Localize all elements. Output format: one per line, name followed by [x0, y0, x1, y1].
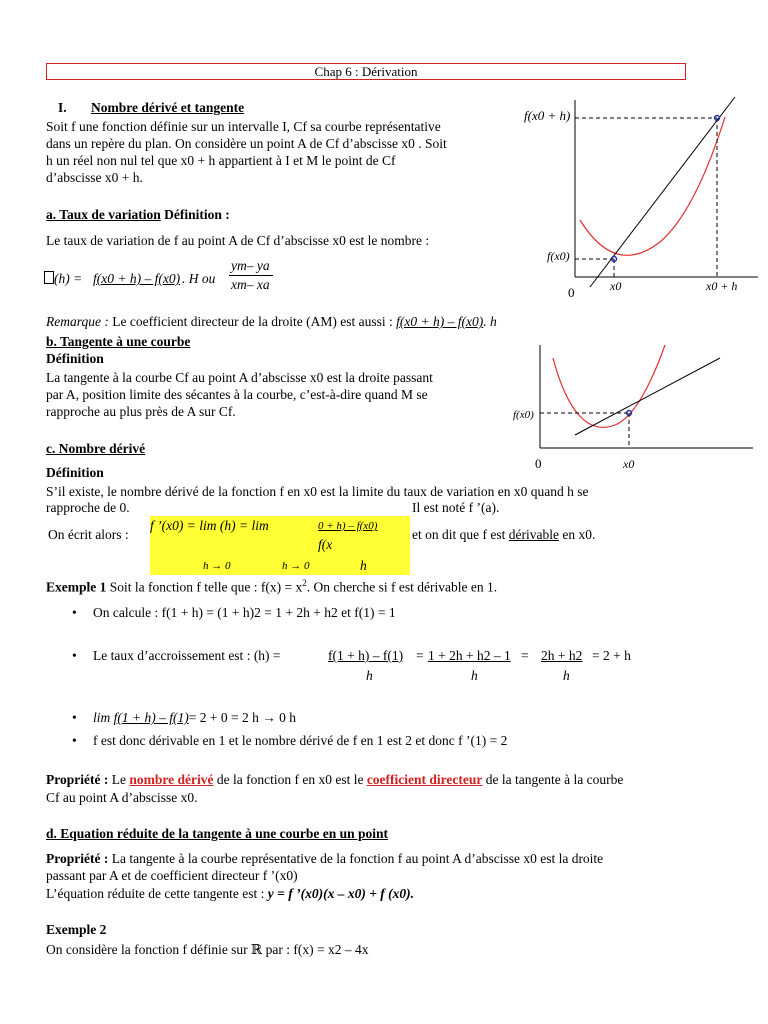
- label-x0: x0: [610, 279, 622, 293]
- rate-eq-2: =: [521, 648, 529, 663]
- remark-line: [46, 314, 497, 330]
- tangent-equation: y = f ’(x0)(x – x0) + f (x0).: [267, 886, 415, 901]
- example1-bullet-3: [93, 710, 296, 726]
- limit-end: = 2 + 0 = 2 h → 0 h: [188, 710, 296, 725]
- rate-den-1: h: [366, 668, 373, 683]
- rate-frac-1: f(1 + h) – f(1): [328, 648, 404, 663]
- part-b-line-3: rapproche au plus près de A sur Cf.: [46, 404, 236, 419]
- property-1-red1: nombre dérivé: [129, 772, 214, 787]
- derivative-denominator: f(x: [318, 537, 333, 552]
- property-1-label: Propriété :: [46, 772, 109, 787]
- chapter-title: Chap 6 : Dérivation: [46, 63, 686, 80]
- part-a-heading: [46, 207, 230, 223]
- example2-label: Exemple 2: [46, 922, 107, 937]
- label-fx0: f(x0): [547, 249, 570, 263]
- label-x0-2: x0: [623, 457, 635, 471]
- rate-frac-2: 1 + 2h + h2 – 1: [428, 648, 511, 663]
- example1-bullet-2: [93, 648, 281, 664]
- rate-formula-lhs: [44, 271, 82, 287]
- property-1-line-2: Cf au point A d’abscisse x0.: [46, 790, 198, 805]
- intro-line-1: Soit f une fonction définie sur un intervalle I, Cf sa courbe représentative: [46, 119, 441, 134]
- rate-formula-mid: . H ou: [182, 271, 216, 286]
- property-1-line-1: [46, 772, 623, 788]
- part-c-def-label: Définition: [46, 465, 104, 480]
- limit-pre: lim: [93, 710, 114, 725]
- example1-bullet-1: On calcule : f(1 + h) = (1 + h)2 = 1 + 2h + h2 et f(1) = 1: [93, 605, 396, 620]
- part-b-heading: b. Tangente à une courbe: [46, 334, 191, 349]
- part-d-line-3: [46, 886, 414, 902]
- part-a-definition: Le taux de variation de f au point A de Cf d’abscisse x0 est le nombre :: [46, 233, 430, 248]
- limit-sub-1: h → 0: [203, 560, 231, 572]
- limit-sub-3: h: [360, 558, 367, 573]
- property-1-t1: Le: [108, 772, 130, 787]
- derivable-word: dérivable: [508, 527, 559, 542]
- bullet-icon: •: [72, 733, 77, 748]
- part-c-line-2a: rapproche de 0.: [46, 500, 130, 515]
- limit-fraction: f(1 + h) – f(1): [113, 710, 189, 725]
- example1-text-pre: Soit la fonction f telle que : f(x) = x: [106, 579, 303, 595]
- intro-line-3: h un réel non nul tel que x0 + h appartient à I et M le point de Cf: [46, 153, 396, 168]
- rate-formula-numerator: f(x0 + h) – f(x0): [93, 271, 181, 286]
- part-b-line-2: par A, position limite des sécantes à la courbe, c’est-à-dire quand M se: [46, 387, 428, 402]
- derivative-formula: f ’(x0) = lim (h) = lim: [150, 518, 269, 533]
- rate-end: = 2 + h: [592, 648, 631, 663]
- label-origin: 0: [568, 285, 575, 300]
- property-1-red2: coefficient directeur: [366, 772, 483, 787]
- derivative-numerator: 0 + h) – f(x0): [318, 520, 378, 532]
- example1-text-post: . On cherche si f est dérivable en 1.: [306, 579, 498, 595]
- rate-eq-1: =: [416, 648, 424, 663]
- property-1-t3: de la tangente à la courbe: [482, 772, 624, 787]
- rate-frac-bar: [229, 275, 273, 276]
- curve-cf-2: [553, 345, 665, 427]
- remark-label: Remarque :: [46, 314, 109, 329]
- example1-bullet-4: f est donc dérivable en 1 et le nombre dérivé de f en 1 est 2 et donc f ’(1) = 2: [93, 733, 508, 748]
- part-b-line-1: La tangente à la courbe Cf au point A d’abscisse x0 est la droite passant: [46, 370, 433, 385]
- example2-text: On considère la fonction f définie sur ℝ par : f(x) = x2 – 4x: [46, 942, 369, 957]
- bullet-icon: •: [72, 710, 77, 725]
- bullet-icon: •: [72, 648, 77, 663]
- rate-den-2: h: [471, 668, 478, 683]
- remark-text: Le coefficient directeur de la droite (AM) est aussi :: [108, 314, 397, 329]
- limit-sub-2: h → 0: [282, 560, 310, 572]
- tangent-line: [575, 358, 720, 435]
- curve-cf: [580, 117, 725, 255]
- rate-frac-3: 2h + h2: [541, 648, 583, 663]
- part-d-line-2: passant par A et de coefficient directeur f ’(x0): [46, 868, 298, 883]
- graph-secant: [520, 92, 760, 300]
- label-x0h: x0 + h: [706, 279, 738, 293]
- part-c-line-1: S’il existe, le nombre dérivé de la fonction f en x0 est la limite du taux de variation en x0 quand h se: [46, 484, 589, 499]
- part-d-line-1: [46, 851, 603, 867]
- bullet-icon: •: [72, 605, 77, 620]
- rate-lhs-text: (h) =: [54, 271, 83, 286]
- rate-frac-num: ym– ya: [231, 258, 270, 273]
- section-number: I.: [58, 100, 67, 115]
- part-b-def-label: Définition: [46, 351, 104, 366]
- derivable-text: [412, 527, 595, 543]
- remark-fraction: f(x0 + h) – f(x0): [396, 314, 484, 329]
- intro-line-4: d’abscisse x0 + h.: [46, 170, 143, 185]
- derivable-post: en x0.: [558, 527, 596, 542]
- part-c-line-2b: Il est noté f ’(a).: [412, 500, 500, 515]
- property-2-label: Propriété :: [46, 851, 109, 866]
- rate-pre: Le taux d’accroissement est : (h) =: [93, 648, 281, 663]
- remark-end: . h: [483, 314, 497, 329]
- missing-glyph-icon: [44, 271, 54, 284]
- part-a-heading-ul: a. Taux de variation: [46, 207, 161, 222]
- property-1-t2: de la fonction f en x0 est le: [213, 772, 367, 787]
- section-title: Nombre dérivé et tangente: [91, 100, 245, 115]
- label-origin-2: 0: [535, 456, 542, 471]
- part-c-heading: c. Nombre dérivé: [46, 441, 146, 456]
- intro-line-2: dans un repère du plan. On considère un point A de Cf d’abscisse x0 . Soit: [46, 136, 447, 151]
- graph-tangent: [505, 340, 755, 475]
- rate-frac-den: xm– xa: [231, 277, 270, 292]
- example1-label: Exemple 1: [46, 579, 107, 595]
- part-d-heading: d. Equation réduite de la tangente à une courbe en un point: [46, 826, 389, 841]
- property-2-text: La tangente à la courbe représentative de la fonction f au point A d’abscisse x0 est la droite: [108, 851, 604, 866]
- derivable-pre: et on dit que f est: [412, 527, 509, 542]
- rate-den-3: h: [563, 668, 570, 683]
- part-a-heading-rest: Définition :: [160, 207, 230, 222]
- write-label: On écrit alors :: [48, 527, 129, 542]
- tangent-eq-pre: L’équation réduite de cette tangente est :: [46, 886, 268, 901]
- example1-line: Exemple 1 Soit la fonction f telle que : $f(x) = x^2$. On cherche si f est dérivable en 1.: [46, 578, 498, 595]
- label-fx0-2: f(x0): [513, 409, 534, 421]
- label-fx0h: f(x0 + h): [524, 108, 571, 123]
